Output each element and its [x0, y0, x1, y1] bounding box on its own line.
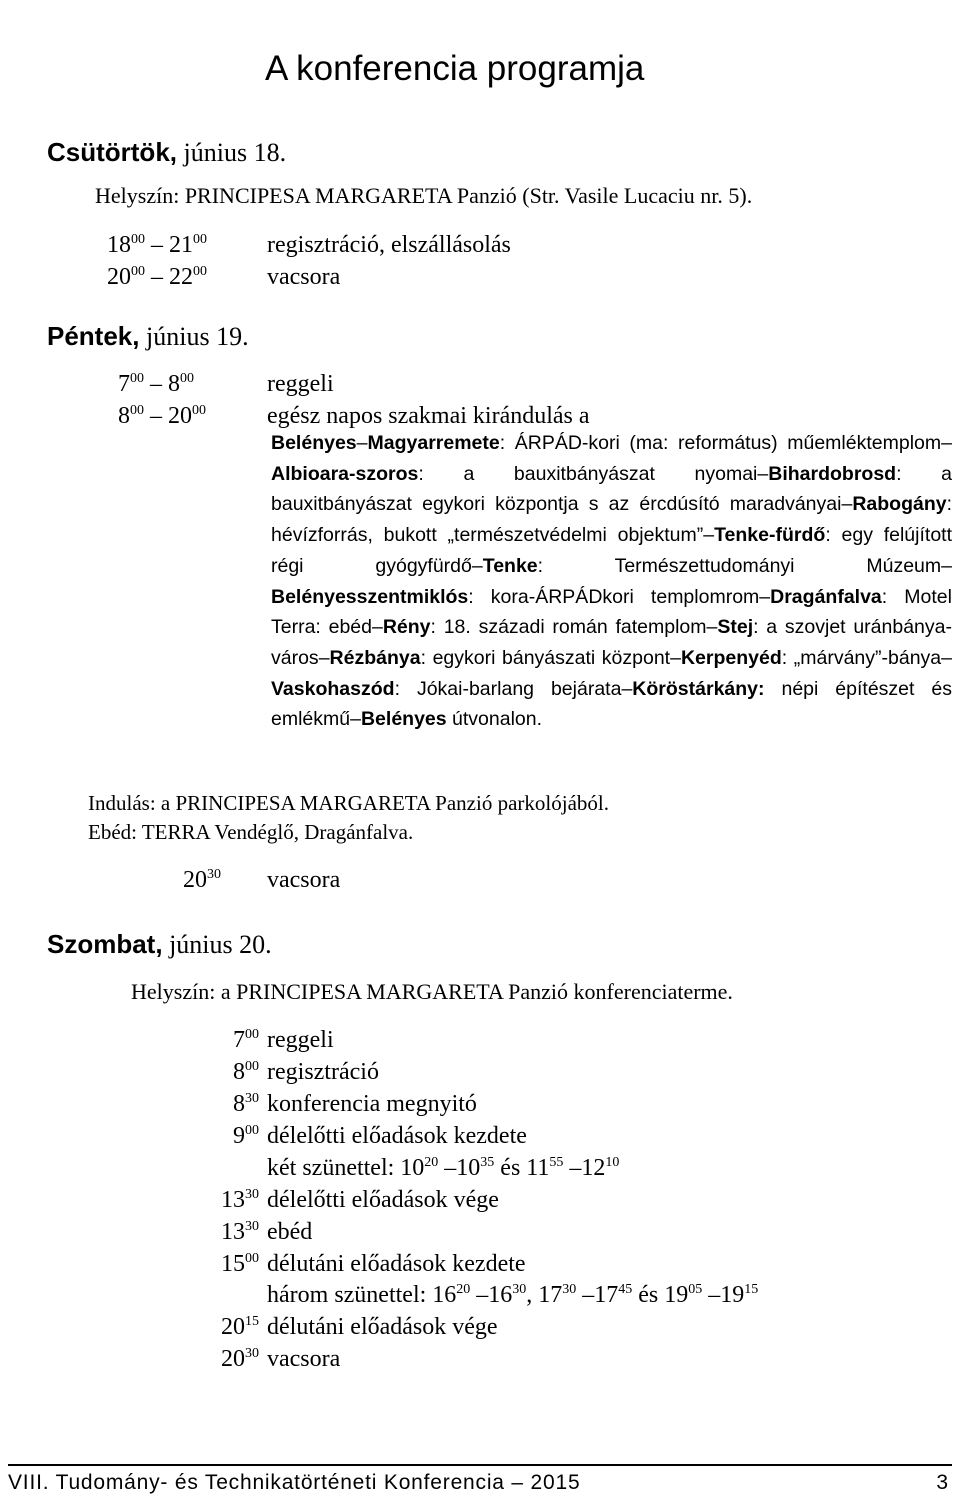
route-text: : ÁRPÁD-kori (ma: református) műemléktemplom — [499, 432, 942, 454]
time: $9^{00}$ — [233, 1123, 259, 1149]
venue-saturday: Helyszín: a PRINCIPESA MARGARETA Panzió konferenciaterme. — [131, 979, 733, 1004]
schedule-text: konferencia megnyitó — [267, 1091, 477, 1117]
route-text: : Természettudományi Múzeum — [537, 554, 942, 577]
route-text: : a bauxitbányászat nyomai — [418, 462, 758, 485]
schedule-row — [175, 1216, 875, 1248]
route-place: Albioara-szoros — [271, 462, 419, 485]
route-place: Rény — [382, 616, 431, 639]
route-place: Rabogány — [852, 493, 947, 516]
route-text: : „márvány”-bánya — [781, 646, 942, 669]
schedule-text: reggeli — [267, 1027, 334, 1053]
lunch-note: Ebéd: TERRA Vendéglő, Dragánfalva. — [88, 820, 414, 844]
route-place: Belényes — [360, 708, 447, 731]
schedule-text: vacsora — [267, 1346, 341, 1372]
route-text: – — [356, 432, 368, 454]
schedule-text: egész napos szakmai kirándulás a — [267, 403, 590, 429]
time: $8^{30}$ — [233, 1091, 259, 1117]
day-name: Péntek, — [47, 321, 140, 351]
route-text: – — [621, 677, 633, 700]
route-text: : Motel Terra: ebéd — [271, 585, 952, 639]
page-title: A konferencia programja — [265, 49, 645, 88]
route-place: Tenke-fürdő — [714, 524, 826, 547]
route-text: : hévízforrás, bukott „természetvédelmi objektum” — [271, 493, 952, 547]
schedule-text: délelőtti előadások vége — [267, 1187, 499, 1213]
excursion-route-paragraph — [271, 428, 952, 735]
time: $7^{00}$ — [233, 1027, 259, 1053]
time: $13^{30}$ — [221, 1187, 259, 1213]
time: $15^{00}$ — [221, 1251, 259, 1277]
route-text: népi építészet és emlékmű — [271, 677, 952, 731]
day-date: június 18. — [177, 138, 287, 167]
route-text: : Jókai-barlang bejárata — [394, 677, 622, 700]
route-place: Rézbánya — [329, 646, 421, 669]
route-text: : a szovjet uránbánya-város — [271, 616, 952, 669]
schedule-row — [175, 1248, 875, 1280]
schedule-row — [175, 1088, 875, 1120]
schedule-text: ebéd — [267, 1219, 313, 1245]
route-place: Belényes — [271, 432, 357, 454]
route-text: – — [941, 554, 952, 577]
route-text: – — [759, 585, 771, 608]
time: $20^{30}$ — [183, 867, 221, 893]
time: $20^{30}$ — [221, 1346, 259, 1372]
schedule-text: vacsora — [267, 867, 341, 893]
time-range: $8^{00} - 20^{00}$ — [118, 403, 206, 429]
schedule-text: délelőtti előadások kezdete — [267, 1123, 527, 1149]
route-text: – — [941, 432, 952, 454]
route-text: – — [350, 708, 361, 731]
route-text: – — [703, 524, 715, 547]
schedule-row — [175, 1056, 875, 1088]
break-note: három szünettel: $16^{20}$ $-16^{30}$, $17^{30}$ $-17^{45}$ és $19^{05}$ $-19^{15}$ — [267, 1282, 759, 1308]
route-text: : a bauxitbányászat egykori központja s az ércdúsító maradványai — [271, 462, 952, 516]
schedule-text: délutáni előadások kezdete — [267, 1251, 526, 1277]
route-text: – — [841, 493, 853, 516]
time-range: $20^{00} - 22^{00}$ — [107, 264, 207, 290]
route-place: Magyarremete — [367, 432, 500, 454]
route-text: – — [318, 646, 330, 669]
route-place: Köröstárkány: — [632, 677, 765, 700]
route-text: – — [471, 554, 483, 577]
day-date: június 19. — [139, 322, 249, 351]
schedule-row — [175, 1024, 875, 1056]
departure-note: Indulás: a PRINCIPESA MARGARETA Panzió parkolójából. — [88, 791, 609, 815]
day-heading-friday — [47, 320, 249, 353]
schedule-row — [107, 229, 957, 261]
day-date: június 20. — [162, 930, 272, 959]
route-text: : 18. századi román fatemplom — [430, 616, 707, 639]
time: $20^{15}$ — [221, 1314, 259, 1340]
break-note: két szünettel: $10^{20}$ $-10^{35}$ és $11^{55}$ $-12^{10}$ — [267, 1155, 620, 1181]
route-place: Tenke — [482, 554, 538, 577]
page-footer — [8, 1464, 952, 1492]
route-text: útvonalon. — [446, 708, 543, 731]
time-range: $7^{00} - 8^{00}$ — [118, 371, 194, 397]
schedule-text: reggeli — [267, 371, 334, 397]
footer-conference-title: VIII. Tudomány- és Technikatörténeti Konferencia – 2015 — [8, 1471, 581, 1494]
route-text: – — [371, 616, 383, 639]
time-range: $18^{00} - 21^{00}$ — [107, 232, 207, 258]
schedule-row — [183, 864, 883, 896]
route-place: Kerpenyéd — [680, 646, 782, 669]
schedule-row — [118, 368, 958, 400]
route-text: – — [670, 646, 681, 669]
schedule-row — [175, 1311, 875, 1343]
schedule-text: délutáni előadások vége — [267, 1314, 498, 1340]
schedule-row — [107, 261, 957, 293]
day-heading-thursday — [47, 136, 286, 169]
time: $13^{30}$ — [221, 1219, 259, 1245]
route-place: Stej — [717, 616, 754, 639]
time: $8^{00}$ — [233, 1059, 259, 1085]
route-place: Belényesszentmiklós — [271, 585, 469, 608]
route-text: – — [757, 462, 769, 485]
route-text: : egy felújított régi gyógyfürdő — [271, 524, 952, 577]
schedule-text: regisztráció, elszállásolás — [267, 232, 511, 258]
venue-thursday: Helyszín: PRINCIPESA MARGARETA Panzió (Str. Vasile Lucaciu nr. 5). — [95, 183, 753, 208]
schedule-row — [175, 1343, 875, 1375]
route-text: – — [941, 646, 952, 669]
day-heading-saturday — [47, 928, 272, 961]
day-name: Csütörtök, — [47, 137, 177, 167]
schedule-row — [175, 1120, 875, 1152]
page-number: 3 — [936, 1471, 948, 1494]
route-place: Bihardobrosd — [768, 462, 897, 485]
route-text: – — [706, 616, 718, 639]
route-place: Dragánfalva — [770, 585, 882, 608]
schedule-text: vacsora — [267, 264, 341, 290]
schedule-text: regisztráció — [267, 1059, 379, 1085]
route-place: Vaskohaszód — [271, 677, 395, 700]
day-name: Szombat, — [47, 929, 163, 959]
route-text: : egykori bányászati központ — [420, 646, 671, 669]
schedule-row — [175, 1184, 875, 1216]
route-text: : kora-ÁRPÁDkori templomrom — [468, 585, 760, 608]
